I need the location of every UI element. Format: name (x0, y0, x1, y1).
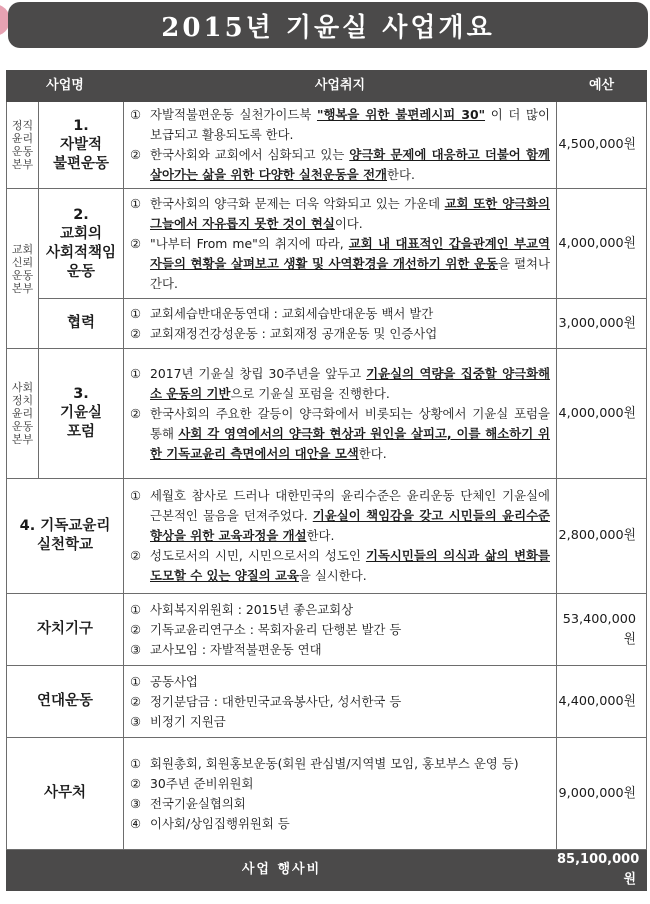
description-item (130, 692, 550, 712)
description-item (130, 672, 550, 692)
emphasized-text: 교회 내 대표적인 갑을관계인 부교역자들의 현황을 살펴보고 생활 및 사역환경을 개선하기 위한 운동 (150, 235, 550, 271)
description-item (130, 620, 550, 640)
page-title: 2015년 기윤실 사업개요 (8, 2, 648, 48)
description-item (130, 712, 550, 732)
item-text-segment: 한국사회의 양극화 문제는 더욱 악화되고 있는 가운데 (150, 195, 445, 211)
table-row (7, 349, 647, 479)
project-name (7, 666, 124, 738)
project-description (124, 189, 557, 299)
table-row (7, 594, 647, 666)
item-number: ① (130, 107, 142, 122)
project-budget: 53,400,000원 (557, 594, 647, 666)
project-description (124, 738, 557, 850)
item-text-segment: 한다. (306, 528, 335, 543)
item-text (150, 754, 550, 774)
item-text-segment: 30주년 준비위원회 (150, 775, 254, 791)
header-budget: 예산 (557, 71, 647, 102)
project-name-line: 사회적책임 (45, 244, 117, 261)
item-number: ① (130, 673, 142, 689)
description-item (130, 105, 550, 145)
project-budget: 2,800,000원 (557, 479, 647, 594)
description-item (130, 774, 550, 794)
item-text-segment: "나부터 From me"의 취지에 따라, (150, 235, 349, 251)
item-number: ② (130, 147, 142, 162)
item-text-segment: 한국사회의 주요한 갈등이 양극화에서 비롯되는 상황에서 기윤실 포럼을 통해 (150, 405, 550, 441)
description-item (130, 404, 550, 464)
project-name-line: 실천학교 (36, 537, 94, 553)
description-item (130, 145, 550, 185)
description-item (130, 324, 550, 344)
item-text (150, 546, 550, 586)
item-number: ② (130, 235, 142, 251)
project-budget: 4,500,000원 (557, 102, 647, 189)
item-number: ① (130, 195, 142, 211)
item-text (150, 672, 550, 692)
project-description (124, 299, 557, 349)
project-budget: 4,400,000원 (557, 666, 647, 738)
description-item (130, 234, 550, 294)
category-label: 정직윤리운동본부 (7, 102, 39, 189)
item-text-segment: 공동사업 (150, 673, 198, 689)
item-text-segment: 정기분담금 : 대한민국교육봉사단, 성서한국 등 (150, 693, 402, 709)
item-text-segment: 사회복지위원회 : 2015년 좋은교회상 (150, 601, 354, 617)
item-text-segment: 기독교윤리연구소 : 목회자윤리 단행본 발간 등 (150, 621, 402, 637)
project-description (124, 666, 557, 738)
item-text (150, 304, 550, 324)
item-text (150, 640, 550, 660)
item-text (150, 692, 550, 712)
description-item (130, 600, 550, 620)
item-number: ② (130, 693, 142, 709)
item-number: ① (130, 601, 142, 617)
project-budget: 3,000,000원 (557, 299, 647, 349)
project-description (124, 479, 557, 594)
total-amount: 85,100,000원 (557, 850, 647, 891)
table-row (7, 189, 647, 299)
emphasized-text: 교회 또한 양극화의 그늘에서 자유롭지 못한 것이 현실 (150, 195, 550, 231)
project-name-line: 기윤실 (59, 405, 103, 421)
item-number: ② (130, 775, 142, 791)
project-budget: 9,000,000원 (557, 738, 647, 850)
item-text-segment: 교회재정건강성운동 : 교회재정 공개운동 및 인증사업 (150, 325, 438, 341)
description-item (130, 546, 550, 586)
table-row (7, 102, 647, 189)
header-purpose: 사업취지 (124, 71, 557, 102)
header-name: 사업명 (7, 71, 124, 102)
item-number: ① (130, 305, 142, 321)
item-text-segment: 회원총회, 회원홍보운동(회원 관심별/지역별 모임, 홍보부스 운영 등) (150, 755, 519, 771)
item-text (150, 364, 550, 404)
item-number: ② (130, 325, 142, 341)
emphasized-text: 기윤실이 책임감을 갖고 시민들의 윤리수준 향상을 위한 교육과정을 개설 (150, 508, 551, 543)
item-number: ① (130, 488, 142, 503)
item-number: ② (130, 405, 142, 421)
item-number: ③ (130, 795, 142, 811)
item-text (150, 324, 550, 344)
item-text-segment: 세월호 참사로 드러나 대한민국의 윤리수준은 윤리운동 단체인 기윤실에 근본적인 물음을 던져주었다. (150, 488, 550, 523)
description-item (130, 640, 550, 660)
description-item (130, 364, 550, 404)
item-number: ② (130, 548, 142, 563)
item-text-segment: 자발적불편운동 실천가이드북 (150, 107, 317, 122)
item-text-segment: 으로 기윤실 포럼을 진행한다. (230, 385, 390, 401)
description-item (130, 814, 550, 834)
project-name-line: 4. 기독교윤리 (19, 518, 111, 534)
project-name (39, 299, 124, 349)
item-text-segment: 한다. (387, 167, 415, 182)
project-name (7, 594, 124, 666)
item-text-segment: 이다. (334, 215, 363, 231)
item-text-segment: 비정기 지원금 (150, 713, 226, 729)
project-name-line: 자치기구 (36, 621, 94, 637)
project-name-line: 자발적 (59, 136, 103, 153)
item-number: ③ (130, 713, 142, 729)
project-name-line: 협력 (66, 315, 95, 331)
item-text (150, 814, 550, 834)
description-item (130, 194, 550, 234)
item-text (150, 105, 550, 145)
description-item (130, 794, 550, 814)
item-text-segment: 을 펼쳐나간다. (150, 255, 550, 291)
total-label: 사업 행사비 (7, 850, 557, 891)
project-name-line: 연대운동 (36, 693, 94, 709)
item-number: ④ (130, 815, 142, 831)
item-text (150, 234, 550, 294)
item-text (150, 712, 550, 732)
project-name-line: 운동 (66, 263, 95, 280)
emphasized-text: 기윤실의 역량을 집중할 양극화해소 운동의 기반 (150, 365, 551, 401)
item-number: ① (130, 365, 142, 381)
item-text-segment: 한국사회와 교회에서 심화되고 있는 (150, 147, 350, 162)
project-description (124, 102, 557, 189)
item-text (150, 620, 550, 640)
project-name-line: 1. (73, 117, 89, 134)
business-overview-table (6, 70, 647, 891)
project-budget: 4,000,000원 (557, 189, 647, 299)
table-row (7, 299, 647, 349)
item-number: ③ (130, 641, 142, 657)
description-item (130, 304, 550, 324)
item-text-segment: 이사회/상임집행위원회 등 (150, 815, 290, 831)
item-text (150, 145, 550, 185)
project-description (124, 349, 557, 479)
emphasized-text: 사회 각 영역에서의 양극화 현상과 원인을 살피고, 이를 해소하기 위한 기독교윤리 측면에서의 대안을 모색 (150, 425, 550, 461)
emphasized-text: "행복을 위한 불편레시피 30" (316, 107, 486, 122)
item-text-segment: 교회세습반대운동연대 : 교회세습반대운동 백서 발간 (150, 305, 434, 321)
item-text (150, 404, 550, 464)
project-name (39, 189, 124, 299)
table-row (7, 479, 647, 594)
project-name-line: 포럼 (66, 424, 95, 440)
item-text (150, 194, 550, 234)
project-name (39, 102, 124, 189)
item-text-segment: 한다. (358, 445, 387, 461)
project-name (7, 479, 124, 594)
item-text (150, 600, 550, 620)
item-text-segment: 전국기윤실협의회 (150, 795, 246, 811)
description-item (130, 754, 550, 774)
emphasized-text: 양극화 문제에 대응하고 더불어 함께 살아가는 삶을 위한 다양한 실천운동을 전개 (150, 147, 550, 182)
description-item (130, 486, 550, 546)
table-row (7, 738, 647, 850)
category-label: 사회정치윤리운동본부 (7, 349, 39, 479)
item-text-segment: 2017년 기윤실 창립 30주년을 앞두고 (150, 365, 367, 381)
emphasized-text: 기독시민들의 의식과 삶의 변화를 도모할 수 있는 양질의 교육 (150, 548, 550, 583)
project-name-line: 3. (73, 386, 89, 402)
item-number: ① (130, 755, 142, 771)
project-name-line: 불편운동 (52, 155, 110, 172)
item-text-segment: 성도로서의 시민, 시민으로서의 성도인 (150, 548, 366, 563)
project-name-line: 사무처 (43, 785, 87, 801)
project-name-line: 2. (73, 206, 89, 223)
project-budget: 4,000,000원 (557, 349, 647, 479)
item-text-segment: 을 실시한다. (298, 568, 367, 583)
total-row (7, 850, 647, 891)
project-name (39, 349, 124, 479)
item-text-segment: 교사모임 : 자발적불편운동 연대 (150, 641, 322, 657)
project-description (124, 594, 557, 666)
item-text (150, 774, 550, 794)
item-number: ② (130, 621, 142, 637)
item-text-segment: 이 더 많이 보급되고 활용되도록 한다. (150, 107, 550, 142)
item-text (150, 486, 550, 546)
table-row (7, 666, 647, 738)
project-name-line: 교회의 (59, 225, 103, 242)
category-label: 교회신뢰운동본부 (7, 189, 39, 349)
item-text (150, 794, 550, 814)
project-name (7, 738, 124, 850)
table-header-row (7, 71, 647, 102)
